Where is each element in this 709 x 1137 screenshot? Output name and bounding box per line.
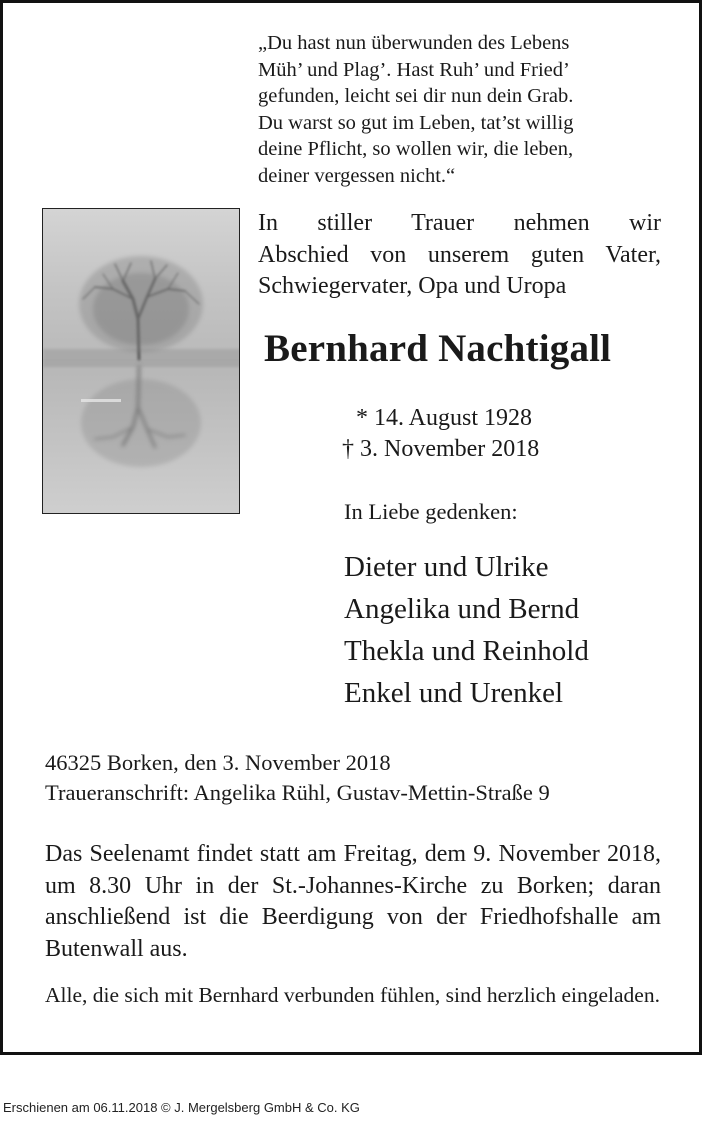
- quote-line: deine Pflicht, so wollen wir, die leben,: [258, 138, 574, 161]
- mourning-address: Traueranschrift: Angelika Rühl, Gustav-Mettin-Straße 9: [45, 779, 550, 805]
- intro-line: Abschied von unserem guten Vater,: [258, 241, 661, 268]
- deceased-name: Bernhard Nachtigall: [264, 327, 612, 370]
- quote-line: gefunden, leicht sei dir nun dein Grab.: [258, 85, 574, 108]
- family-member: Dieter und Ulrike: [344, 551, 549, 583]
- gedenken-label: In Liebe gedenken:: [344, 499, 518, 524]
- intro-text: [258, 208, 661, 303]
- family-member: Thekla und Reinhold: [344, 635, 589, 667]
- invitation-text: Alle, die sich mit Bernhard verbunden fühlen, sind herzlich eingeladen.: [45, 983, 660, 1007]
- service-text: Das Seelenamt findet statt am Freitag, dem 9. November 2018, um 8.30 Uhr in der St.-Johannes-Kirche zu Borken; daran anschließend ist die Beerdigung von der Friedhofshalle am Butenwall aus.: [45, 841, 661, 962]
- intro-line: Schwiegervater, Opa und Uropa: [258, 273, 567, 299]
- life-dates: [342, 403, 539, 465]
- tree-reflection-image: [43, 209, 240, 514]
- family-list: [344, 546, 589, 714]
- death-date: † 3. November 2018: [342, 436, 540, 462]
- intro-line: In stiller Trauer nehmen wir: [258, 210, 661, 236]
- quote-line: deiner vergessen nicht.“: [258, 164, 456, 187]
- family-member: Angelika und Bernd: [344, 593, 580, 625]
- quote-line: „Du hast nun überwunden des Lebens: [258, 32, 570, 54]
- quote-line: Du warst so gut im Leben, tat’st willig: [258, 111, 574, 134]
- place-date: 46325 Borken, den 3. November 2018: [45, 750, 391, 775]
- foggy-tree-photo: [42, 208, 240, 514]
- family-member: Enkel und Urenkel: [344, 677, 564, 709]
- memorial-quote: [258, 30, 658, 190]
- address-block: [45, 748, 550, 807]
- publication-footer: Erschienen am 06.11.2018 © J. Mergelsberg GmbH & Co. KG: [3, 1100, 360, 1115]
- quote-line: Müh’ und Plag’. Hast Ruh’ und Fried’: [258, 58, 570, 81]
- birth-date: * 14. August 1928: [356, 405, 533, 431]
